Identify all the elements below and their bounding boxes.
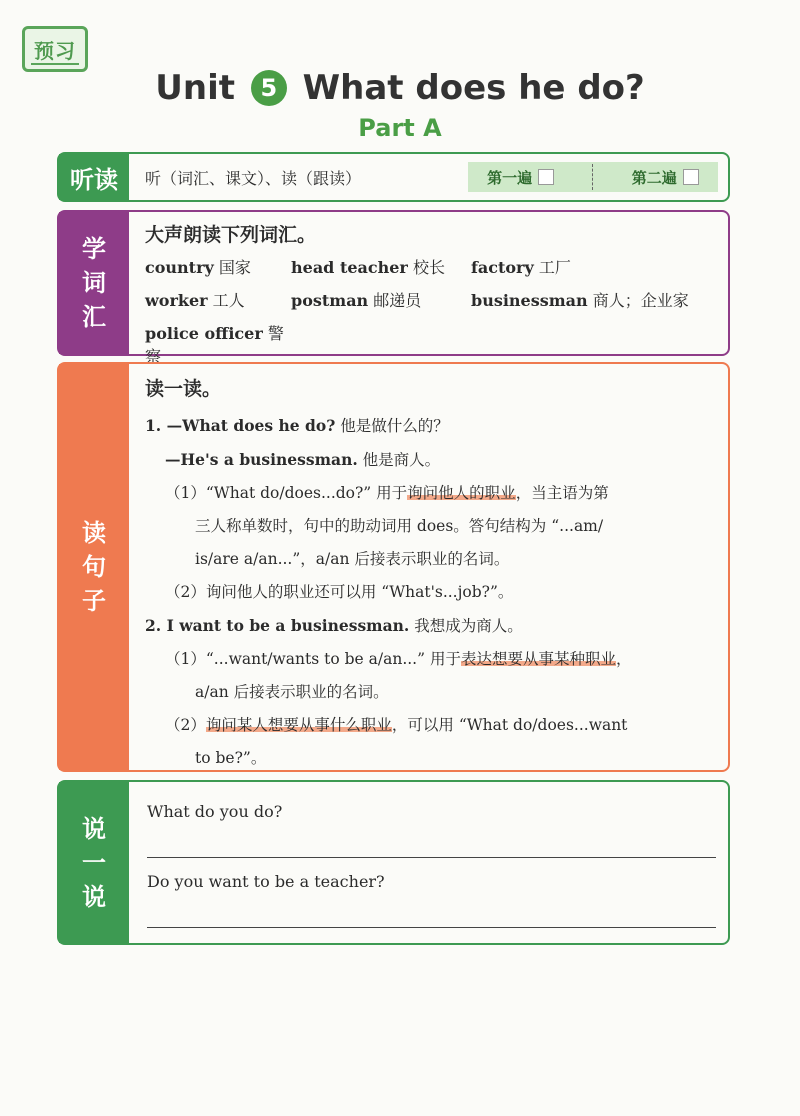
unit-number: 5	[251, 70, 287, 106]
vocab-list	[145, 255, 712, 367]
sentence-2: 2. I want to be a businessman. 我想成为商人。	[145, 616, 523, 635]
second-pass-checkbox[interactable]	[683, 169, 699, 185]
sentence-1-answer: —He's a businessman. 他是商人。	[165, 450, 441, 469]
highlight: 表达想要从事某种职业	[460, 650, 616, 668]
sentence-2-note-1-cont: a/an 后接表示职业的名词。	[195, 683, 389, 701]
answer-line[interactable]	[147, 904, 716, 928]
vocab-item: factory 工厂	[471, 258, 571, 277]
sentence-1-note-2: （2）询问他人的职业还可以用 “What's...job?”。	[165, 583, 514, 601]
sentence-1-note-1-cont: is/are a/an...”，a/an 后接表示职业的名词。	[195, 550, 510, 568]
speak-question: What do you do?	[147, 802, 283, 821]
listen-tab: 听读	[59, 154, 129, 200]
vocab-item: businessman 商人；企业家	[471, 291, 689, 310]
listen-read-section	[57, 152, 730, 202]
answer-line[interactable]	[147, 834, 716, 858]
page-subtitle: Part A	[358, 114, 442, 142]
sentence-1-note-1-cont: 三人称单数时，句中的助动词用 does。答句结构为 “...am/	[195, 517, 604, 535]
vocab-heading: 大声朗读下列词汇。	[145, 224, 317, 246]
highlight: 询问某人想要从事什么职业	[205, 716, 392, 734]
listen-instruction: 听（词汇、课文）、读（跟读）	[145, 168, 362, 188]
sentence-1-question: 1. —What does he do? 他是做什么的？	[145, 416, 449, 435]
vocab-section	[57, 210, 730, 366]
highlight: 询问他人的职业	[407, 484, 516, 502]
vocab-item: worker 工人	[145, 291, 245, 310]
sentence-2-note-2-cont: to be?”。	[195, 749, 267, 767]
second-pass[interactable]: 第二遍	[632, 167, 699, 188]
sentence-2-note-2: （2）询问某人想要从事什么职业，可以用 “What do/does...want	[165, 716, 628, 734]
speak-question: Do you want to be a teacher?	[147, 872, 385, 891]
check-divider	[592, 164, 593, 190]
sentences-heading: 读一读。	[145, 378, 222, 400]
vocab-tab: 学 词 汇	[59, 212, 129, 354]
first-pass-checkbox[interactable]	[538, 169, 554, 185]
vocab-item: head teacher 校长	[291, 258, 445, 277]
vocab-item: country 国家	[145, 258, 251, 277]
vocab-item: postman 邮递员	[291, 291, 422, 310]
badge-label: 预习	[34, 38, 76, 63]
speak-tab: 说 一 说	[59, 782, 129, 943]
speak-section	[57, 780, 730, 945]
sentences-section	[57, 362, 730, 772]
page-title: Unit 5 What does he do?	[155, 68, 645, 108]
preview-badge	[22, 26, 88, 72]
sentences-tab: 读 句 子	[59, 364, 129, 770]
sentence-1-note-1: （1）“What do/does...do?” 用于询问他人的职业，当主语为第	[165, 484, 609, 502]
sentence-2-note-1: （1）“...want/wants to be a/an...” 用于表达想要从事某种职业，	[165, 650, 632, 668]
first-pass[interactable]: 第一遍	[487, 167, 554, 188]
check-progress	[468, 162, 718, 192]
vocab-item: police officer 警察	[145, 324, 284, 366]
